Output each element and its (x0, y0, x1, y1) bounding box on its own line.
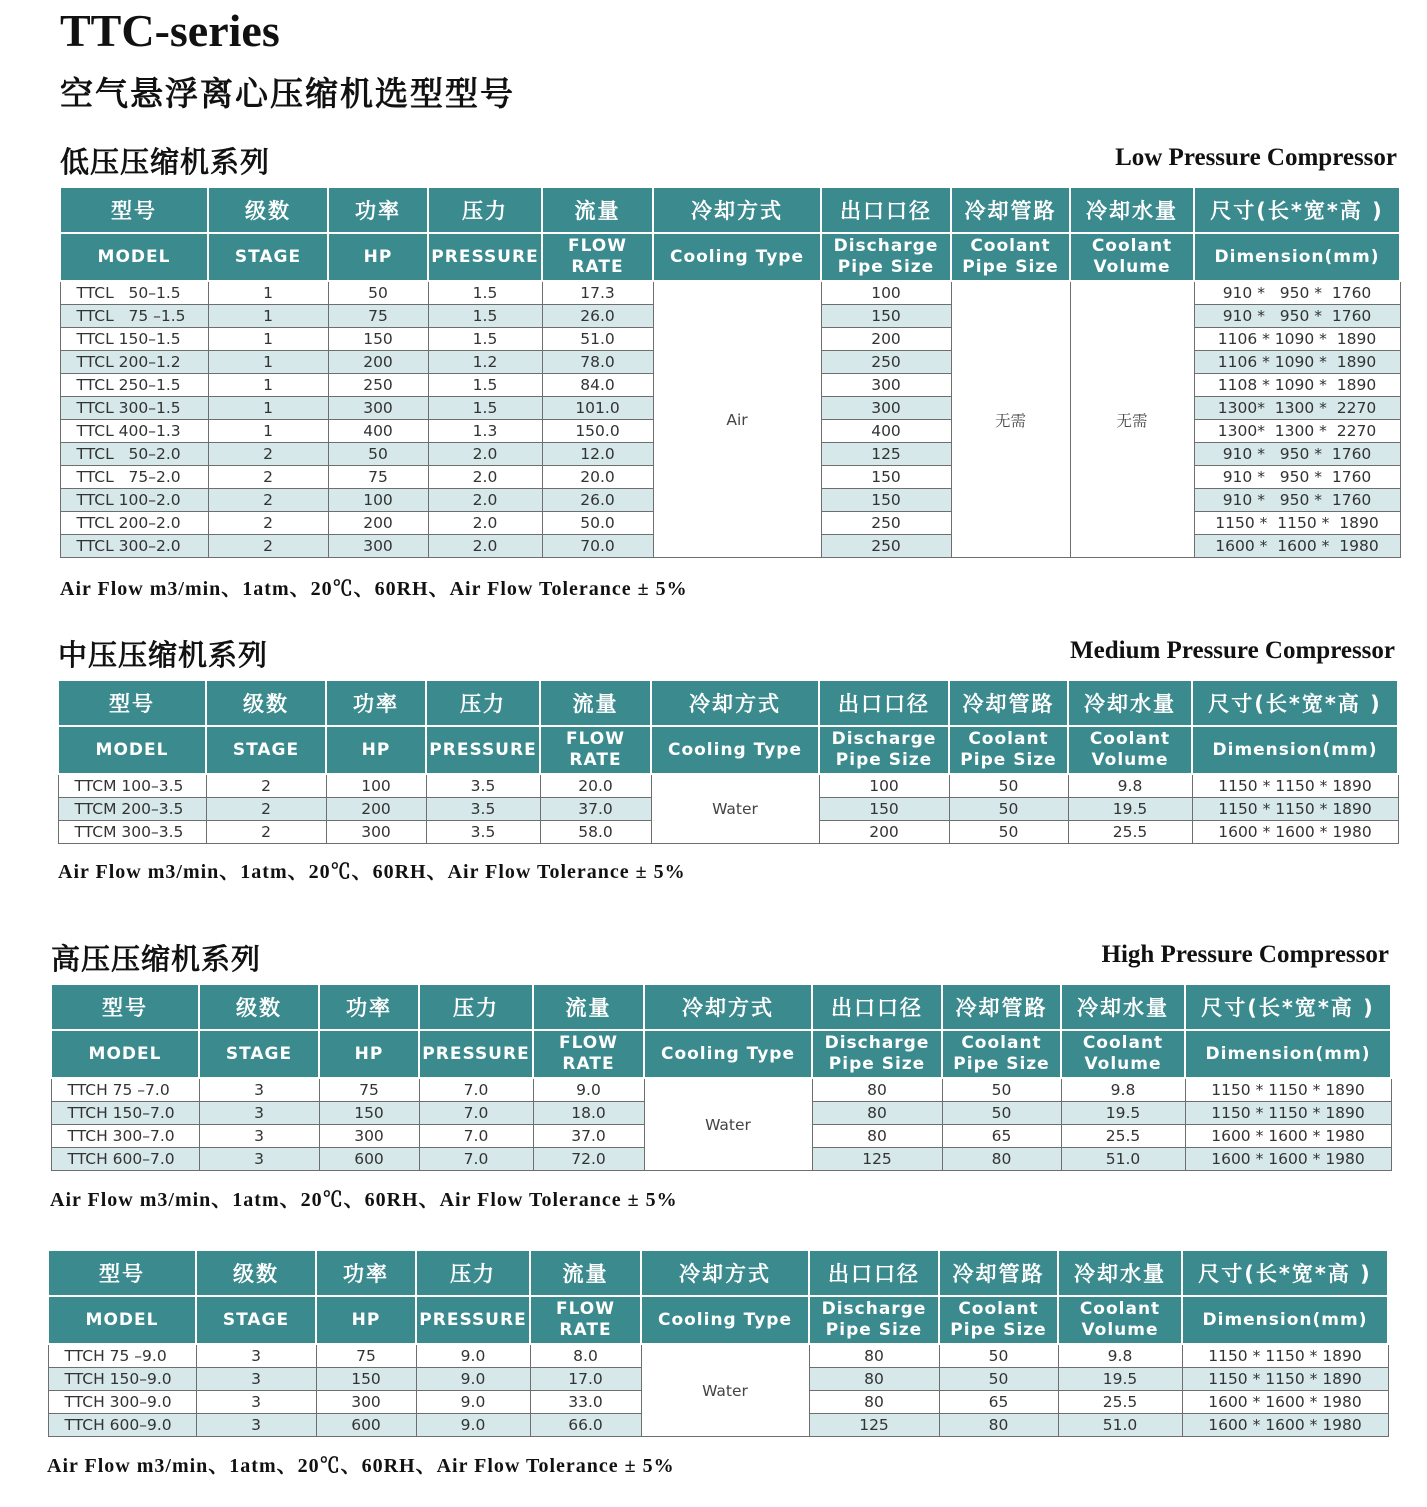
header-en-flow: FLOW RATE (530, 1296, 641, 1344)
cell-discharge: 300 (821, 374, 951, 397)
cell-model: TTCH 75 –7.0 (51, 1078, 199, 1102)
cell-hp: 600 (319, 1148, 419, 1171)
cell-coolant-volume: 51.0 (1061, 1148, 1185, 1171)
cell-discharge: 100 (819, 774, 949, 798)
cell-flow: 78.0 (542, 351, 653, 374)
cell-discharge: 125 (809, 1414, 939, 1437)
cell-flow: 18.0 (533, 1102, 644, 1125)
header-cn-dimension: 尺寸(长*宽*高 ) (1194, 187, 1400, 233)
cell-dimension: 1150 * 1150 * 1890 (1192, 774, 1398, 798)
cell-model: TTCL 50–2.0 (60, 443, 208, 466)
cell-coolant-volume: 19.5 (1058, 1368, 1182, 1391)
cell-flow: 12.0 (542, 443, 653, 466)
cell-discharge: 150 (821, 466, 951, 489)
cell-discharge: 80 (809, 1344, 939, 1368)
cell-model: TTCL 300–1.5 (60, 397, 208, 420)
cell-model: TTCL 200–1.2 (60, 351, 208, 374)
cell-flow: 50.0 (542, 512, 653, 535)
cell-flow: 84.0 (542, 374, 653, 397)
cell-cooling-type: Water (641, 1344, 809, 1437)
cell-coolant-volume: 9.8 (1061, 1078, 1185, 1102)
cell-pressure: 2.0 (428, 443, 542, 466)
cell-dimension: 1600 * 1600 * 1980 (1194, 535, 1400, 558)
cell-model: TTCL 200–2.0 (60, 512, 208, 535)
cell-model: TTCH 300–7.0 (51, 1125, 199, 1148)
cell-discharge: 80 (812, 1102, 942, 1125)
cell-dimension: 1300* 1300 * 2270 (1194, 397, 1400, 420)
cell-model: TTCL 300–2.0 (60, 535, 208, 558)
cell-coolant-pipe: 50 (949, 821, 1068, 844)
cell-pressure: 2.0 (428, 489, 542, 512)
header-en-pressure: PRESSURE (419, 1030, 533, 1078)
header-cn-coolant-volume: 冷却水量 (1061, 984, 1185, 1030)
cell-model: TTCH 600–9.0 (48, 1414, 196, 1437)
cell-cooling-type: Water (651, 774, 819, 844)
cell-hp: 300 (328, 535, 428, 558)
header-cn-flow: 流量 (540, 680, 651, 726)
cell-stage: 2 (208, 443, 328, 466)
header-cn-pressure: 压力 (426, 680, 540, 726)
cell-model: TTCH 150–9.0 (48, 1368, 196, 1391)
header-en-discharge: Discharge Pipe Size (812, 1030, 942, 1078)
cell-discharge: 250 (821, 535, 951, 558)
cell-pressure: 9.0 (416, 1391, 530, 1414)
section-title-en-high: High Pressure Compressor (1101, 941, 1389, 968)
cell-dimension: 910 * 950 * 1760 (1194, 466, 1400, 489)
table-note-high-9: Air Flow m3/min、1atm、20℃、60RH、Air Flow Tolerance ± 5% (47, 1455, 675, 1477)
cell-flow: 26.0 (542, 305, 653, 328)
cell-stage: 2 (208, 512, 328, 535)
header-cn-stage: 级数 (208, 187, 328, 233)
header-en-cooling-type: Cooling Type (653, 233, 821, 281)
cell-discharge: 125 (812, 1148, 942, 1171)
spec-table-medium (57, 679, 1399, 844)
header-en-discharge: Discharge Pipe Size (809, 1296, 939, 1344)
cell-flow: 37.0 (540, 798, 651, 821)
cell-pressure: 7.0 (419, 1102, 533, 1125)
header-en-hp: HP (316, 1296, 416, 1344)
cell-pressure: 9.0 (416, 1414, 530, 1437)
cell-pressure: 1.5 (428, 305, 542, 328)
header-en-model: MODEL (48, 1296, 196, 1344)
cell-flow: 8.0 (530, 1344, 641, 1368)
header-cn-discharge: 出口口径 (819, 680, 949, 726)
cell-stage: 1 (208, 281, 328, 305)
cell-coolant-volume: 19.5 (1068, 798, 1192, 821)
cell-hp: 50 (328, 281, 428, 305)
header-cn-coolant-pipe: 冷却管路 (951, 187, 1070, 233)
cell-discharge: 100 (821, 281, 951, 305)
header-en-coolant-volume: Coolant Volume (1070, 233, 1194, 281)
cell-discharge: 200 (819, 821, 949, 844)
header-cn-stage: 级数 (199, 984, 319, 1030)
section-title-cn-medium: 中压压缩机系列 (58, 638, 269, 672)
header-en-model: MODEL (60, 233, 208, 281)
header-en-coolant-pipe: Coolant Pipe Size (949, 726, 1068, 774)
cell-pressure: 1.5 (428, 281, 542, 305)
header-en-flow: FLOW RATE (540, 726, 651, 774)
cell-stage: 2 (206, 774, 326, 798)
header-en-coolant-pipe: Coolant Pipe Size (951, 233, 1070, 281)
header-en-dimension: Dimension(mm) (1182, 1296, 1388, 1344)
cell-coolant-pipe: 65 (939, 1391, 1058, 1414)
cell-pressure: 1.5 (428, 397, 542, 420)
cell-stage: 1 (208, 374, 328, 397)
header-en-pressure: PRESSURE (428, 233, 542, 281)
cell-flow: 51.0 (542, 328, 653, 351)
cell-dimension: 1108 * 1090 * 1890 (1194, 374, 1400, 397)
header-cn-cooling-type: 冷却方式 (651, 680, 819, 726)
cell-pressure: 2.0 (428, 466, 542, 489)
cell-coolant-volume: 9.8 (1068, 774, 1192, 798)
table-note-high-7: Air Flow m3/min、1atm、20℃、60RH、Air Flow Tolerance ± 5% (50, 1189, 678, 1211)
cell-stage: 2 (206, 821, 326, 844)
cell-hp: 300 (326, 821, 426, 844)
cell-stage: 1 (208, 351, 328, 374)
cell-flow: 9.0 (533, 1078, 644, 1102)
cell-pressure: 1.3 (428, 420, 542, 443)
header-en-discharge: Discharge Pipe Size (819, 726, 949, 774)
cell-stage: 3 (199, 1148, 319, 1171)
header-cn-flow: 流量 (530, 1250, 641, 1296)
cell-model: TTCH 75 –9.0 (48, 1344, 196, 1368)
header-en-flow: FLOW RATE (533, 1030, 644, 1078)
cell-stage: 1 (208, 397, 328, 420)
header-en-pressure: PRESSURE (416, 1296, 530, 1344)
cell-stage: 2 (208, 535, 328, 558)
table-note-low: Air Flow m3/min、1atm、20℃、60RH、Air Flow Tolerance ± 5% (60, 578, 688, 600)
cell-hp: 300 (328, 397, 428, 420)
cell-model: TTCM 100–3.5 (58, 774, 206, 798)
cell-model: TTCL 75–2.0 (60, 466, 208, 489)
header-cn-coolant-volume: 冷却水量 (1070, 187, 1194, 233)
header-en-model: MODEL (58, 726, 206, 774)
cell-pressure: 7.0 (419, 1078, 533, 1102)
cell-coolant-pipe: 50 (949, 798, 1068, 821)
cell-dimension: 1300* 1300 * 2270 (1194, 420, 1400, 443)
cell-stage: 3 (199, 1078, 319, 1102)
header-en-coolant-volume: Coolant Volume (1058, 1296, 1182, 1344)
header-en-hp: HP (326, 726, 426, 774)
cell-coolant-volume: 25.5 (1068, 821, 1192, 844)
header-en-coolant-volume: Coolant Volume (1068, 726, 1192, 774)
header-cn-pressure: 压力 (419, 984, 533, 1030)
cell-coolant-volume: 25.5 (1058, 1391, 1182, 1414)
cell-hp: 75 (319, 1078, 419, 1102)
cell-discharge: 150 (821, 305, 951, 328)
cell-dimension: 1106 * 1090 * 1890 (1194, 328, 1400, 351)
cell-dimension: 1106 * 1090 * 1890 (1194, 351, 1400, 374)
table-row (60, 281, 1400, 305)
cell-flow: 17.3 (542, 281, 653, 305)
header-cn-stage: 级数 (206, 680, 326, 726)
cell-dimension: 910 * 950 * 1760 (1194, 305, 1400, 328)
header-en-stage: STAGE (196, 1296, 316, 1344)
cell-model: TTCM 300–3.5 (58, 821, 206, 844)
cell-hp: 150 (316, 1368, 416, 1391)
header-cn-model: 型号 (51, 984, 199, 1030)
cell-stage: 3 (196, 1344, 316, 1368)
cell-dimension: 1150 * 1150 * 1890 (1182, 1344, 1388, 1368)
cell-pressure: 1.5 (428, 328, 542, 351)
cell-stage: 2 (208, 489, 328, 512)
cell-dimension: 910 * 950 * 1760 (1194, 489, 1400, 512)
header-en-model: MODEL (51, 1030, 199, 1078)
header-cn-model: 型号 (58, 680, 206, 726)
cell-coolant-volume: 51.0 (1058, 1414, 1182, 1437)
cell-discharge: 200 (821, 328, 951, 351)
section-title-cn-high: 高压压缩机系列 (51, 942, 262, 976)
cell-pressure: 7.0 (419, 1125, 533, 1148)
cell-flow: 17.0 (530, 1368, 641, 1391)
cell-flow: 101.0 (542, 397, 653, 420)
cell-flow: 150.0 (542, 420, 653, 443)
page-subtitle: 空气悬浮离心压缩机选型型号 (60, 74, 515, 113)
table-row (58, 774, 1398, 798)
cell-pressure: 3.5 (426, 798, 540, 821)
header-en-flow: FLOW RATE (542, 233, 653, 281)
cell-dimension: 910 * 950 * 1760 (1194, 281, 1400, 305)
cell-hp: 50 (328, 443, 428, 466)
cell-dimension: 1150 * 1150 * 1890 (1192, 798, 1398, 821)
cell-dimension: 1150 * 1150 * 1890 (1194, 512, 1400, 535)
table-note-medium: Air Flow m3/min、1atm、20℃、60RH、Air Flow Tolerance ± 5% (58, 861, 686, 883)
cell-discharge: 80 (809, 1391, 939, 1414)
spec-table-high-9 (47, 1249, 1389, 1437)
header-cn-pressure: 压力 (416, 1250, 530, 1296)
cell-discharge: 150 (819, 798, 949, 821)
cell-hp: 300 (316, 1391, 416, 1414)
cell-dimension: 1600 * 1600 * 1980 (1192, 821, 1398, 844)
cell-cooling-type: Water (644, 1078, 812, 1171)
cell-dimension: 1600 * 1600 * 1980 (1182, 1391, 1388, 1414)
header-cn-discharge: 出口口径 (809, 1250, 939, 1296)
header-en-coolant-pipe: Coolant Pipe Size (942, 1030, 1061, 1078)
header-en-dimension: Dimension(mm) (1185, 1030, 1391, 1078)
header-cn-hp: 功率 (328, 187, 428, 233)
cell-coolant-volume: 19.5 (1061, 1102, 1185, 1125)
cell-hp: 300 (319, 1125, 419, 1148)
header-en-cooling-type: Cooling Type (651, 726, 819, 774)
section-title-en-medium: Medium Pressure Compressor (1070, 637, 1395, 664)
cell-hp: 250 (328, 374, 428, 397)
header-cn-hp: 功率 (319, 984, 419, 1030)
page-title: TTC-series (60, 5, 280, 56)
cell-dimension: 1600 * 1600 * 1980 (1185, 1125, 1391, 1148)
section-title-cn-low: 低压压缩机系列 (60, 145, 271, 179)
cell-flow: 66.0 (530, 1414, 641, 1437)
cell-model: TTCL 250–1.5 (60, 374, 208, 397)
cell-model: TTCH 300–9.0 (48, 1391, 196, 1414)
cell-stage: 3 (196, 1391, 316, 1414)
cell-coolant-pipe: 50 (949, 774, 1068, 798)
header-en-stage: STAGE (208, 233, 328, 281)
header-en-hp: HP (319, 1030, 419, 1078)
cell-dimension: 1600 * 1600 * 1980 (1182, 1414, 1388, 1437)
cell-discharge: 125 (821, 443, 951, 466)
cell-hp: 400 (328, 420, 428, 443)
cell-model: TTCH 600–7.0 (51, 1148, 199, 1171)
cell-dimension: 910 * 950 * 1760 (1194, 443, 1400, 466)
header-en-dimension: Dimension(mm) (1194, 233, 1400, 281)
cell-dimension: 1600 * 1600 * 1980 (1185, 1148, 1391, 1171)
cell-pressure: 1.2 (428, 351, 542, 374)
cell-stage: 1 (208, 328, 328, 351)
header-en-cooling-type: Cooling Type (644, 1030, 812, 1078)
header-cn-model: 型号 (60, 187, 208, 233)
header-cn-dimension: 尺寸(长*宽*高 ) (1182, 1250, 1388, 1296)
cell-model: TTCH 150–7.0 (51, 1102, 199, 1125)
cell-flow: 70.0 (542, 535, 653, 558)
header-cn-cooling-type: 冷却方式 (644, 984, 812, 1030)
cell-coolant-pipe: 80 (939, 1414, 1058, 1437)
cell-pressure: 2.0 (428, 535, 542, 558)
cell-model: TTCL 75 –1.5 (60, 305, 208, 328)
cell-hp: 75 (328, 466, 428, 489)
cell-pressure: 9.0 (416, 1368, 530, 1391)
cell-coolant-pipe: 80 (942, 1148, 1061, 1171)
header-en-coolant-volume: Coolant Volume (1061, 1030, 1185, 1078)
header-cn-discharge: 出口口径 (821, 187, 951, 233)
cell-discharge: 80 (812, 1125, 942, 1148)
cell-hp: 150 (319, 1102, 419, 1125)
header-cn-cooling-type: 冷却方式 (653, 187, 821, 233)
cell-hp: 200 (328, 351, 428, 374)
cell-hp: 75 (316, 1344, 416, 1368)
cell-pressure: 7.0 (419, 1148, 533, 1171)
cell-discharge: 80 (809, 1368, 939, 1391)
cell-discharge: 250 (821, 512, 951, 535)
cell-flow: 58.0 (540, 821, 651, 844)
cell-flow: 26.0 (542, 489, 653, 512)
cell-pressure: 9.0 (416, 1344, 530, 1368)
header-en-coolant-pipe: Coolant Pipe Size (939, 1296, 1058, 1344)
cell-pressure: 3.5 (426, 821, 540, 844)
spec-table-low (59, 186, 1401, 558)
cell-pressure: 1.5 (428, 374, 542, 397)
cell-cooling-type: Air (653, 281, 821, 558)
cell-stage: 1 (208, 305, 328, 328)
header-en-stage: STAGE (199, 1030, 319, 1078)
header-cn-pressure: 压力 (428, 187, 542, 233)
table-row (48, 1344, 1388, 1368)
header-cn-flow: 流量 (542, 187, 653, 233)
cell-stage: 2 (206, 798, 326, 821)
cell-coolant-volume: 9.8 (1058, 1344, 1182, 1368)
header-cn-flow: 流量 (533, 984, 644, 1030)
cell-hp: 100 (328, 489, 428, 512)
cell-flow: 37.0 (533, 1125, 644, 1148)
cell-flow: 33.0 (530, 1391, 641, 1414)
cell-flow: 20.0 (542, 466, 653, 489)
table-row (51, 1078, 1391, 1102)
cell-dimension: 1150 * 1150 * 1890 (1182, 1368, 1388, 1391)
header-cn-dimension: 尺寸(长*宽*高 ) (1192, 680, 1398, 726)
cell-hp: 200 (328, 512, 428, 535)
cell-coolant-pipe: 50 (942, 1078, 1061, 1102)
header-en-discharge: Discharge Pipe Size (821, 233, 951, 281)
header-cn-stage: 级数 (196, 1250, 316, 1296)
cell-stage: 3 (199, 1102, 319, 1125)
cell-pressure: 2.0 (428, 512, 542, 535)
cell-model: TTCL 50–1.5 (60, 281, 208, 305)
header-cn-coolant-volume: 冷却水量 (1058, 1250, 1182, 1296)
cell-pressure: 3.5 (426, 774, 540, 798)
cell-model: TTCL 400–1.3 (60, 420, 208, 443)
cell-discharge: 300 (821, 397, 951, 420)
cell-discharge: 250 (821, 351, 951, 374)
cell-dimension: 1150 * 1150 * 1890 (1185, 1102, 1391, 1125)
header-en-dimension: Dimension(mm) (1192, 726, 1398, 774)
header-cn-hp: 功率 (316, 1250, 416, 1296)
cell-model: TTCM 200–3.5 (58, 798, 206, 821)
cell-coolant-volume: 无需 (1070, 281, 1194, 558)
cell-model: TTCL 150–1.5 (60, 328, 208, 351)
cell-coolant-pipe: 50 (939, 1368, 1058, 1391)
header-cn-coolant-pipe: 冷却管路 (949, 680, 1068, 726)
cell-discharge: 150 (821, 489, 951, 512)
cell-coolant-pipe: 65 (942, 1125, 1061, 1148)
cell-hp: 100 (326, 774, 426, 798)
cell-hp: 600 (316, 1414, 416, 1437)
cell-hp: 200 (326, 798, 426, 821)
header-cn-coolant-pipe: 冷却管路 (939, 1250, 1058, 1296)
cell-dimension: 1150 * 1150 * 1890 (1185, 1078, 1391, 1102)
header-cn-coolant-volume: 冷却水量 (1068, 680, 1192, 726)
cell-coolant-pipe: 50 (942, 1102, 1061, 1125)
header-cn-hp: 功率 (326, 680, 426, 726)
cell-coolant-volume: 25.5 (1061, 1125, 1185, 1148)
section-title-en-low: Low Pressure Compressor (1115, 144, 1397, 171)
cell-hp: 150 (328, 328, 428, 351)
cell-stage: 3 (199, 1125, 319, 1148)
header-cn-model: 型号 (48, 1250, 196, 1296)
spec-table-high-7 (50, 983, 1392, 1171)
header-cn-dimension: 尺寸(长*宽*高 ) (1185, 984, 1391, 1030)
header-cn-cooling-type: 冷却方式 (641, 1250, 809, 1296)
header-cn-coolant-pipe: 冷却管路 (942, 984, 1061, 1030)
cell-stage: 3 (196, 1368, 316, 1391)
header-cn-discharge: 出口口径 (812, 984, 942, 1030)
cell-discharge: 400 (821, 420, 951, 443)
cell-coolant-pipe: 无需 (951, 281, 1070, 558)
header-en-hp: HP (328, 233, 428, 281)
header-en-stage: STAGE (206, 726, 326, 774)
header-en-pressure: PRESSURE (426, 726, 540, 774)
cell-stage: 1 (208, 420, 328, 443)
header-en-cooling-type: Cooling Type (641, 1296, 809, 1344)
cell-flow: 72.0 (533, 1148, 644, 1171)
cell-flow: 20.0 (540, 774, 651, 798)
cell-discharge: 80 (812, 1078, 942, 1102)
cell-stage: 3 (196, 1414, 316, 1437)
cell-coolant-pipe: 50 (939, 1344, 1058, 1368)
cell-stage: 2 (208, 466, 328, 489)
cell-model: TTCL 100–2.0 (60, 489, 208, 512)
cell-hp: 75 (328, 305, 428, 328)
